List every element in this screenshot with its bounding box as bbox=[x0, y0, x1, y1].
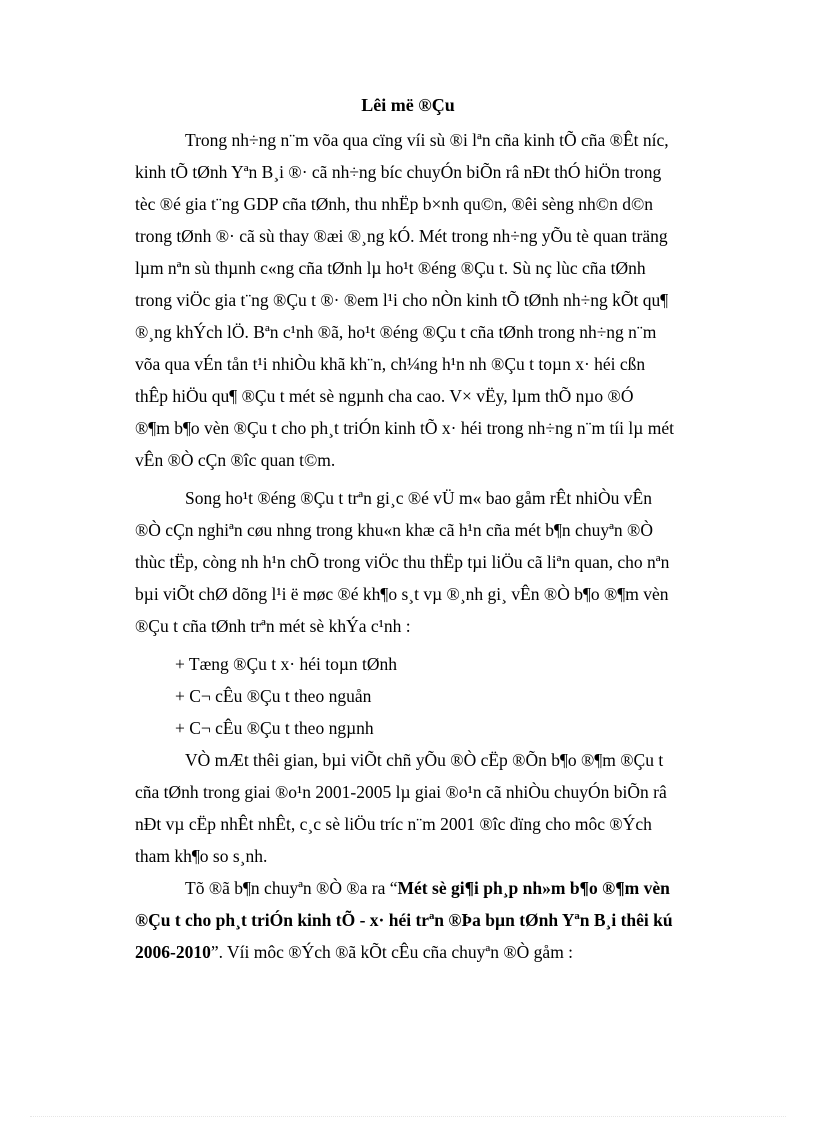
text-line: tèc ®é gia t¨ng GDP cña tØnh, thu nhËp b×nh qu©n, ®êi sèng nh©n d©n bbox=[135, 194, 653, 214]
topic-title-part-1: Mét sè gi¶i ph¸p nh»m b¶o ®¶m vèn bbox=[397, 878, 670, 898]
text-line: Song ho¹t ®éng ®Çu t trªn gi¸c ®é vÜ m« bao gåm rÊt nhiÒu vÊn bbox=[185, 488, 652, 508]
text-line: bµi viÕt chØ dõng l¹i ë møc ®é kh¶o s¸t vµ ®¸nh gi¸ vÊn ®Ò b¶o ®¶m vèn bbox=[135, 584, 669, 604]
topic-outro-text: ”. Víi môc ®Ých ®ã kÕt cÊu cña chuyªn ®Ò gåm : bbox=[210, 942, 574, 962]
topic-intro-text: Tõ ®ã b¶n chuyªn ®Ò ®a ra “ bbox=[185, 878, 398, 898]
paragraph-intro bbox=[135, 124, 739, 476]
paragraph-timeframe bbox=[135, 744, 739, 872]
topic-title-part-2: ®Çu t cho ph¸t triÓn kinh tÕ - x· héi trªn ®Þa bµn tØnh Yªn B¸i thêi kú bbox=[135, 910, 673, 930]
text-line: trong viÖc gia t¨ng ®Çu t ®· ®em l¹i cho nÒn kinh tÕ tØnh nh÷ng kÕt qu¶ bbox=[135, 290, 669, 310]
text-line: kinh tÕ tØnh Yªn B¸i ®· cã nh÷ng bíc chuyÓn biÕn râ nÐt thÓ hiÖn trong bbox=[135, 162, 662, 182]
text-line: ®¸ng khÝch lÖ. Bªn c¹nh ®ã, ho¹t ®éng ®Çu t cña tØnh trong nh÷ng n¨m bbox=[135, 322, 657, 342]
aspect-list bbox=[135, 648, 739, 744]
page-bottom-divider bbox=[30, 1116, 786, 1117]
text-line: VÒ mÆt thêi gian, bµi viÕt chñ yÕu ®Ò cËp ®Õn b¶o ®¶m ®Çu t bbox=[185, 750, 664, 770]
text-line: cña tØnh trong giai ®o¹n 2001-2005 lµ giai ®o¹n cã nhiÒu chuyÓn biÕn râ bbox=[135, 782, 667, 802]
text-line: vÊn ®Ò cÇn ®îc quan t©m. bbox=[135, 450, 336, 470]
text-line: ®¶m b¶o vèn ®Çu t cho ph¸t triÓn kinh tÕ x· héi trong nh÷ng n¨m tíi lµ mét bbox=[135, 418, 674, 438]
list-item: + Tæng ®Çu t x· héi toµn tØnh bbox=[175, 654, 398, 674]
topic-title-part-3: 2006-2010 bbox=[135, 942, 211, 962]
text-line: tham kh¶o so s¸nh. bbox=[135, 846, 268, 866]
text-line: ®Çu t cña tØnh trªn mét sè khÝa c¹nh : bbox=[135, 616, 411, 636]
document-body bbox=[135, 124, 739, 968]
text-line: Trong nh÷ng n¨m võa qua cïng víi sù ®i lªn cña kinh tÕ cña ®Êt níc, bbox=[185, 130, 669, 150]
document-title: Lêi më ®Çu bbox=[361, 95, 455, 115]
text-line: võa qua vÉn tån t¹i nhiÒu khã kh¨n, ch¼ng h¹n nh ®Çu t toµn x· héi cßn bbox=[135, 354, 646, 374]
list-item: + C¬ cÊu ®Çu t theo nguån bbox=[175, 686, 372, 706]
list-item: + C¬ cÊu ®Çu t theo ngµnh bbox=[175, 718, 374, 738]
text-line: nÐt vµ cËp nhÊt nhÊt, c¸c sè liÖu tríc n¨m 2001 ®îc dïng cho môc ®Ých bbox=[135, 814, 652, 834]
text-line: thùc tËp, còng nh h¹n chÕ trong viÖc thu thËp tµi liÖu cã liªn quan, cho nªn bbox=[135, 552, 670, 572]
paragraph-topic bbox=[135, 872, 739, 968]
text-line: trong tØnh ®· cã sù thay ®æi ®¸ng kÓ. Mét trong nh÷ng yÕu tè quan träng bbox=[135, 226, 668, 246]
text-line: lµm nªn sù thµnh c«ng cña tØnh lµ ho¹t ®éng ®Çu t. Sù nç lùc cña tØnh bbox=[135, 258, 646, 278]
text-line bbox=[135, 872, 739, 904]
paragraph-scope bbox=[135, 482, 739, 642]
text-line: ®Ò cÇn nghiªn cøu nhng trong khu«n khæ cã h¹n cña mét b¶n chuyªn ®Ò bbox=[135, 520, 653, 540]
text-line bbox=[135, 936, 739, 968]
text-line: thÊp hiÖu qu¶ ®Çu t mét sè ngµnh cha cao. V× vËy, lµm thÕ nµo ®Ó bbox=[135, 386, 634, 406]
